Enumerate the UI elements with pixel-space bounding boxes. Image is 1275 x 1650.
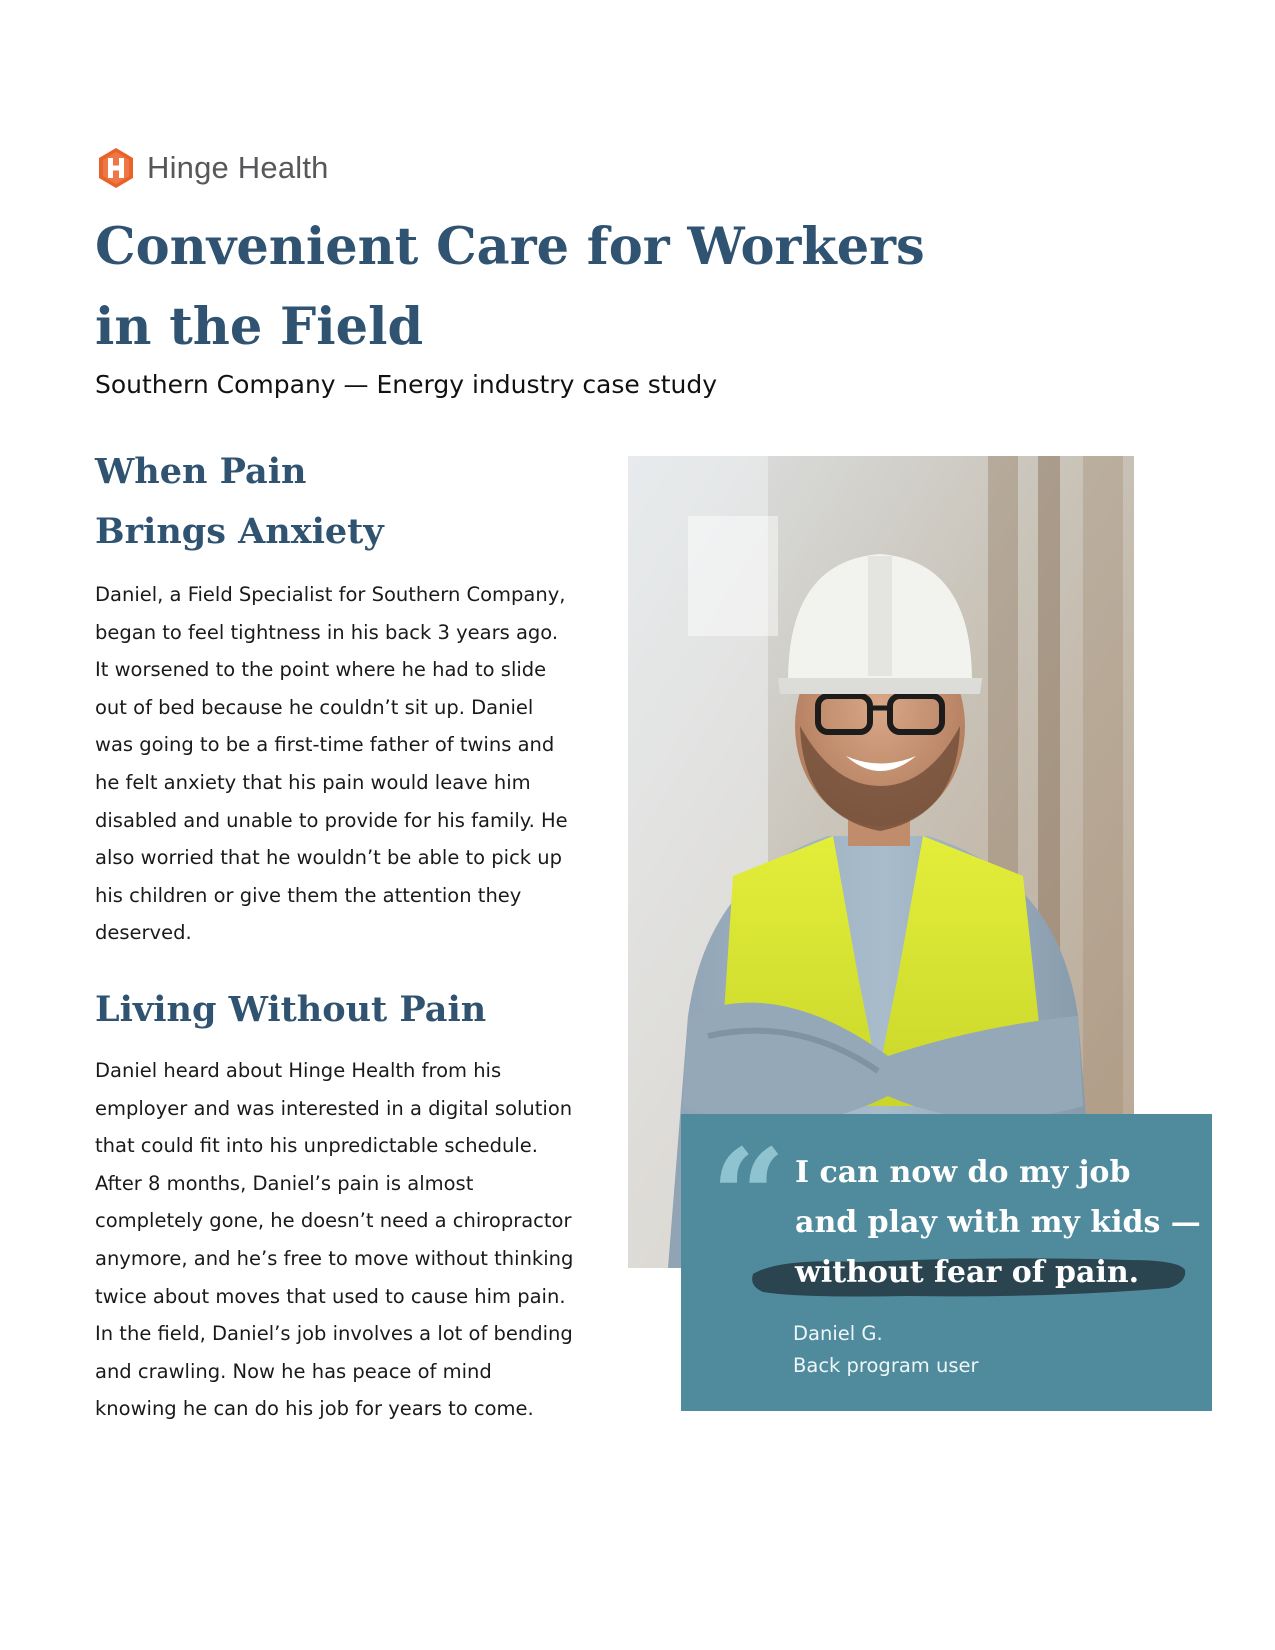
section1-paragraph: Daniel, a Field Specialist for Southern Company, began to feel tightness in his back 3 years ago. It worsened to the point where he had to slide out of bed because he couldn’t sit up. Daniel was going to be a first-time father of twins and he felt anxiety that his pain would leave him disabled and unable to provide for his family. He also worried that he wouldn’t be able to pick up his children or give them the attention they deserved. xyxy=(95,583,568,945)
hinge-health-logo-icon xyxy=(95,147,137,189)
brand-logo xyxy=(95,146,329,190)
brand-name: Hinge Health xyxy=(147,150,329,185)
title-line-1: Convenient Care for Workers xyxy=(95,217,925,277)
quote-mark-icon: “ xyxy=(711,1120,786,1273)
quote-line-2: and play with my kids — xyxy=(795,1205,1201,1240)
section-living-without-pain-body xyxy=(95,1052,575,1428)
testimonial-box xyxy=(681,1114,1212,1411)
testimonial-role: Back program user xyxy=(793,1354,979,1377)
page-title xyxy=(95,207,995,367)
section1-heading-line-1: When Pain xyxy=(95,451,307,492)
testimonial-attribution xyxy=(793,1318,979,1382)
title-line-2: in the Field xyxy=(95,297,424,357)
section2-heading: Living Without Pain xyxy=(95,989,487,1030)
testimonial-name: Daniel G. xyxy=(793,1322,883,1345)
testimonial-quote xyxy=(795,1148,1201,1298)
quote-line-3: without fear of pain. xyxy=(795,1255,1140,1290)
section2-paragraph: Daniel heard about Hinge Health from his employer and was interested in a digital solution that could fit into his unpredictable schedule. After 8 months, Daniel’s pain is almost completely gone, he doesn’t need a chiropractor anymore, and he’s free to move without thinking twice about moves that used to cause him pain. In the field, Daniel’s job involves a lot of bending and crawling. Now he has peace of mind knowing he can do his job for years to come. xyxy=(95,1059,574,1421)
section-when-pain-body xyxy=(95,576,575,952)
page-subtitle: Southern Company — Energy industry case study xyxy=(95,370,718,399)
section-living-without-pain-heading xyxy=(95,980,595,1040)
quote-line-1: I can now do my job xyxy=(795,1155,1131,1190)
section1-heading-line-2: Brings Anxiety xyxy=(95,511,384,552)
section-when-pain-heading xyxy=(95,442,555,562)
